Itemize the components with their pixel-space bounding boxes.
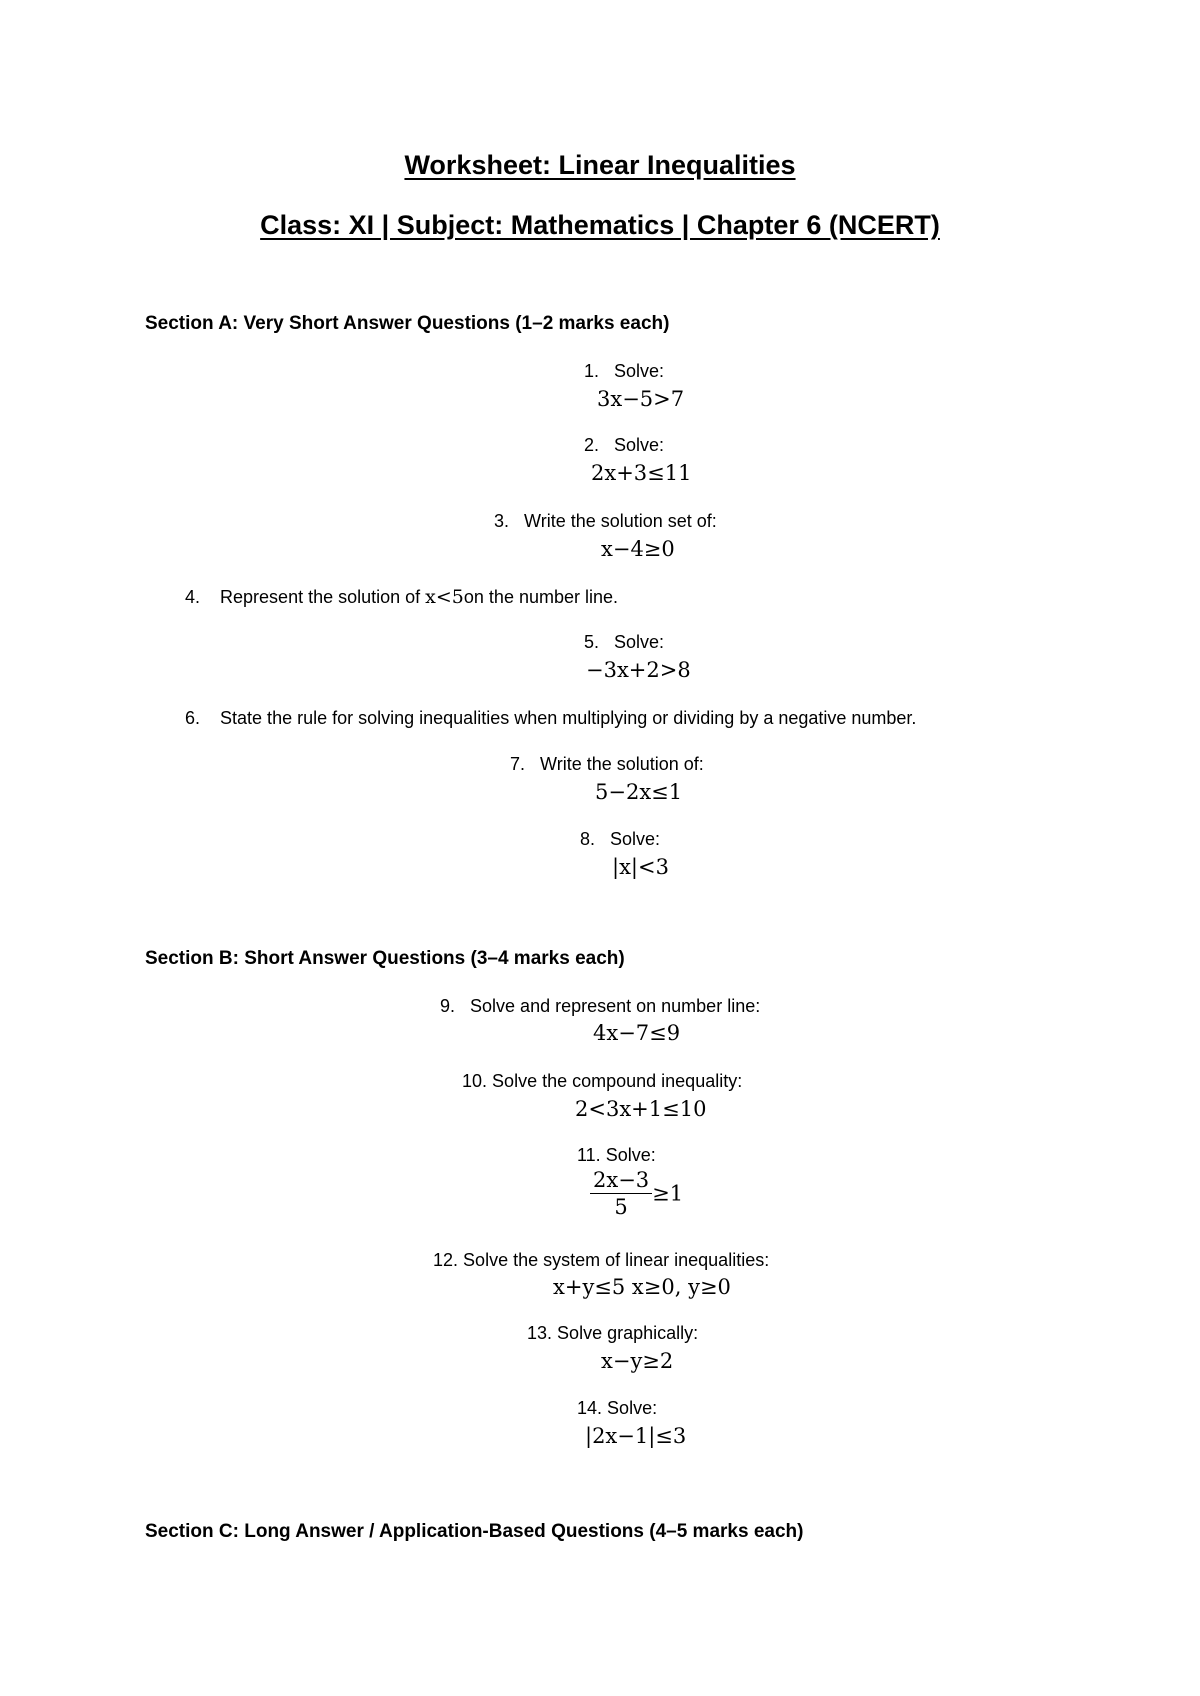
- question-8: [580, 829, 660, 850]
- question-10-math: 2<3x+1≤10: [575, 1097, 707, 1121]
- question-14: [577, 1398, 657, 1419]
- worksheet-title: Worksheet: Linear Inequalities: [404, 150, 796, 180]
- question-2: [584, 435, 664, 456]
- question-text: Solve:: [607, 1398, 658, 1418]
- question-number: 1.: [584, 361, 600, 381]
- question-number: 14.: [577, 1398, 603, 1418]
- question-13-math: x−y≥2: [601, 1349, 674, 1373]
- question-13: [527, 1323, 698, 1344]
- question-number: 4.: [185, 587, 201, 607]
- question-6: [185, 708, 916, 729]
- question-number: 12.: [433, 1250, 459, 1270]
- question-text: Solve graphically:: [557, 1323, 699, 1343]
- question-5-math: −3x+2>8: [586, 658, 691, 682]
- question-1-math: 3x−5>7: [597, 387, 685, 411]
- question-11-math: [590, 1167, 683, 1220]
- question-3: [494, 511, 717, 532]
- worksheet-subtitle: Class: XI | Subject: Mathematics | Chapter 6 (NCERT): [260, 210, 940, 240]
- question-number: 13.: [527, 1323, 553, 1343]
- question-text: Represent the solution of: [220, 587, 426, 607]
- question-7-math: 5−2x≤1: [595, 780, 683, 804]
- question-number: 8.: [580, 829, 596, 849]
- question-7: [510, 754, 704, 775]
- question-5: [584, 632, 664, 653]
- question-12-math: x+y≤5 x≥0, y≥0: [553, 1275, 731, 1299]
- question-number: 7.: [510, 754, 526, 774]
- question-3-math: x−4≥0: [601, 537, 675, 561]
- question-text: Solve the compound inequality:: [492, 1071, 743, 1091]
- question-text: Solve:: [614, 435, 665, 455]
- question-text: Solve:: [614, 632, 665, 652]
- question-number: 3.: [494, 511, 510, 531]
- section-b-heading: Section B: Short Answer Questions (3–4 marks each): [145, 948, 625, 969]
- fraction: [590, 1167, 652, 1220]
- question-number: 9.: [440, 996, 456, 1016]
- question-number: 6.: [185, 708, 201, 728]
- question-4: [185, 586, 618, 608]
- question-12: [433, 1250, 769, 1271]
- fraction-relation: ≥1: [652, 1181, 684, 1206]
- question-text: Solve the system of linear inequalities:: [463, 1250, 770, 1270]
- question-11: [577, 1145, 656, 1166]
- question-number: 5.: [584, 632, 600, 652]
- question-number: 2.: [584, 435, 600, 455]
- fraction-numerator: 2x−3: [590, 1167, 652, 1194]
- question-text: Solve:: [614, 361, 665, 381]
- question-number: 10.: [462, 1071, 488, 1091]
- question-text: Write the solution of:: [540, 754, 704, 774]
- question-14-math: |2x−1|≤3: [585, 1424, 687, 1448]
- question-text: Solve:: [605, 1145, 656, 1165]
- question-text: Solve:: [610, 829, 661, 849]
- section-a-heading: Section A: Very Short Answer Questions (1–2 marks each): [145, 313, 670, 334]
- question-text: State the rule for solving inequalities when multiplying or dividing by a negative number.: [220, 708, 917, 728]
- question-9-math: 4x−7≤9: [593, 1021, 681, 1045]
- question-text-after: on the number line.: [463, 587, 619, 607]
- section-c-heading: Section C: Long Answer / Application-Based Questions (4–5 marks each): [145, 1521, 804, 1542]
- question-1: [584, 361, 664, 382]
- question-9: [440, 996, 760, 1017]
- question-8-math: |x|<3: [612, 855, 669, 879]
- fraction-denominator: 5: [614, 1195, 628, 1219]
- question-2-math: 2x+3≤11: [591, 461, 692, 485]
- question-text: Solve and represent on number line:: [470, 996, 761, 1016]
- question-10: [462, 1071, 742, 1092]
- question-number: 11.: [577, 1145, 601, 1165]
- question-text: Write the solution set of:: [524, 511, 717, 531]
- question-4-math: x<5: [425, 586, 464, 608]
